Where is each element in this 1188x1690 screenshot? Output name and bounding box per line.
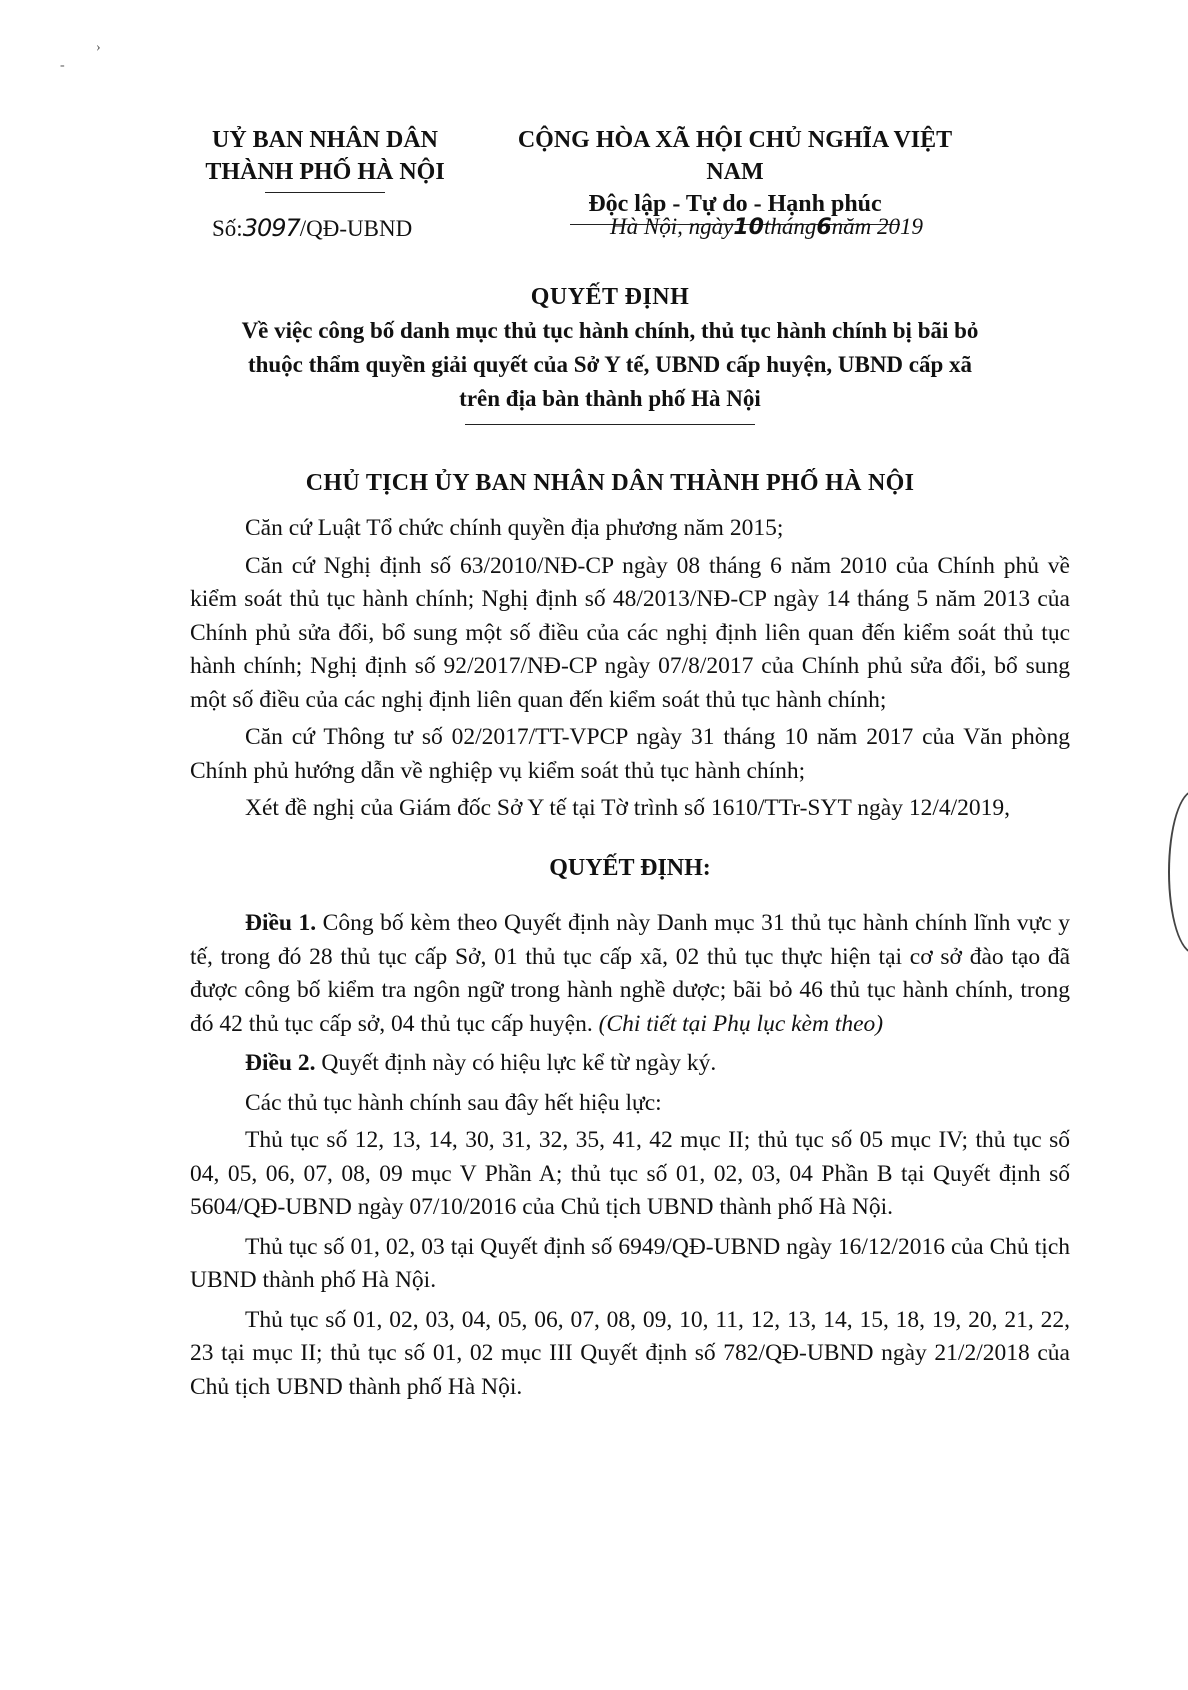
preamble-paragraph: Căn cứ Thông tư số 02/2017/TT-VPCP ngày 31 tháng 10 năm 2017 của Văn phòng Chính phủ hướng dẫn về nghiệp vụ kiểm soát thủ tục hành chính; bbox=[190, 724, 1070, 784]
agency-line-2: THÀNH PHỐ HÀ NỘI bbox=[205, 159, 445, 185]
issue-date bbox=[610, 214, 923, 240]
handwritten-day: 10 bbox=[733, 215, 764, 240]
document-type: QUYẾT ĐỊNH bbox=[530, 284, 690, 310]
agency-line-1: UỶ BAN NHÂN DÂN bbox=[212, 127, 438, 153]
date-place: Hà Nội, ngày bbox=[610, 214, 734, 239]
seal-edge bbox=[1168, 790, 1188, 954]
preamble-paragraph: Xét đề nghị của Giám đốc Sở Y tế tại Tờ trình số 1610/TTr-SYT ngày 12/4/2019, bbox=[245, 795, 1011, 821]
scan-speck: ‐ bbox=[60, 58, 65, 73]
number-prefix: Số: bbox=[212, 216, 243, 241]
subject-line-1: Về việc công bố danh mục thủ tục hành chính, thủ tục hành chính bị bãi bỏ bbox=[241, 318, 979, 343]
handwritten-month: 6 bbox=[816, 215, 832, 240]
number-suffix: /QĐ-UBND bbox=[299, 216, 413, 241]
subject-underline bbox=[465, 424, 755, 425]
scan-speck: › bbox=[96, 40, 101, 55]
article-2-paragraph: Các thủ tục hành chính sau đây hết hiệu lực: bbox=[245, 1089, 662, 1116]
date-year: năm 2019 bbox=[831, 214, 924, 239]
motto: Độc lập - Tự do - Hạnh phúc bbox=[588, 191, 882, 217]
article-1-text: Công bố kèm theo Quyết định này Danh mục 31 thủ tục hành chính lĩnh vực y tế, trong đó 28 thủ tục cấp Sở, 01 thủ tục cấp xã, 02 thủ tục thực hiện tại cơ sở đào tạo đã được công bố kiểm tra ngôn ngữ trong hành nghề dược; bãi bỏ 46 thủ tục hành chính, trong đó 42 thủ tục cấp sở, 04 thủ tục cấp huyện. bbox=[190, 910, 1071, 1037]
article-2-paragraph: Thủ tục số 12, 13, 14, 30, 31, 32, 35, 41, 42 mục II; thủ tục số 05 mục IV; thủ tục số 04, 05, 06, 07, 08, 09 mục V Phần A; thủ tục số 01, 02, 03, 04 Phần B tại Quyết định số 5604/QĐ-UBND ngày 07/10/2016 của Chủ tịch UBND thành phố Hà Nội. bbox=[190, 1127, 1070, 1220]
preamble-paragraph: Căn cứ Luật Tổ chức chính quyền địa phương năm 2015; bbox=[245, 515, 784, 541]
article-2-paragraph: Thủ tục số 01, 02, 03 tại Quyết định số 6949/QĐ-UBND ngày 16/12/2016 của Chủ tịch UBND thành phố Hà Nội. bbox=[190, 1233, 1070, 1293]
document-body bbox=[190, 512, 1070, 1408]
article-1-title: Điều 1. bbox=[245, 910, 317, 936]
document-number bbox=[212, 214, 412, 242]
authority-heading: CHỦ TỊCH ỦY BAN NHÂN DÂN THÀNH PHỐ HÀ NỘI bbox=[305, 470, 915, 496]
issuing-agency bbox=[180, 124, 470, 193]
country-name: CỘNG HÒA XÃ HỘI CHỦ NGHĨA VIỆT NAM bbox=[517, 127, 953, 185]
article-1-note: (Chi tiết tại Phụ lục kèm theo) bbox=[598, 1010, 884, 1037]
decision-heading: QUYẾT ĐỊNH: bbox=[549, 854, 711, 881]
handwritten-number: 3097 bbox=[242, 214, 300, 242]
document-title bbox=[150, 280, 1070, 425]
subject-line-2: thuộc thẩm quyền giải quyết của Sở Y tế, UBND cấp huyện, UBND cấp xã bbox=[247, 352, 973, 377]
article-2 bbox=[190, 1047, 1070, 1081]
article-2-paragraph: Thủ tục số 01, 02, 03, 04, 05, 06, 07, 08, 09, 10, 11, 12, 13, 14, 15, 18, 19, 20, 21, 22, 23 tại mục II; thủ tục số 01, 02 mục III Quyết định số 782/QĐ-UBND ngày 21/2/2018 của Chủ tịch UBND thành phố Hà Nội. bbox=[190, 1306, 1070, 1400]
subject-line-3: trên địa bàn thành phố Hà Nội bbox=[459, 386, 761, 411]
article-1 bbox=[190, 907, 1070, 1041]
national-motto bbox=[500, 124, 970, 225]
date-month-label: tháng bbox=[763, 214, 817, 239]
article-2-text: Quyết định này có hiệu lực kể từ ngày ký. bbox=[315, 1050, 717, 1076]
article-2-title: Điều 2. bbox=[245, 1050, 316, 1076]
agency-underline bbox=[265, 192, 385, 193]
preamble-paragraph: Căn cứ Nghị định số 63/2010/NĐ-CP ngày 08 tháng 6 năm 2010 của Chính phủ về kiểm soát thủ tục hành chính; Nghị định số 48/2013/NĐ-CP ngày 14 tháng 5 năm 2013 của Chính phủ sửa đổi, bổ sung một số điều của các nghị định liên quan đến kiểm soát thủ tục hành chính; Nghị định số 92/2017/NĐ-CP ngày 07/8/2017 của Chính phủ sửa đổi, bổ sung một số điều của các nghị định liên quan đến kiểm soát thủ tục hành chính; bbox=[190, 552, 1070, 713]
